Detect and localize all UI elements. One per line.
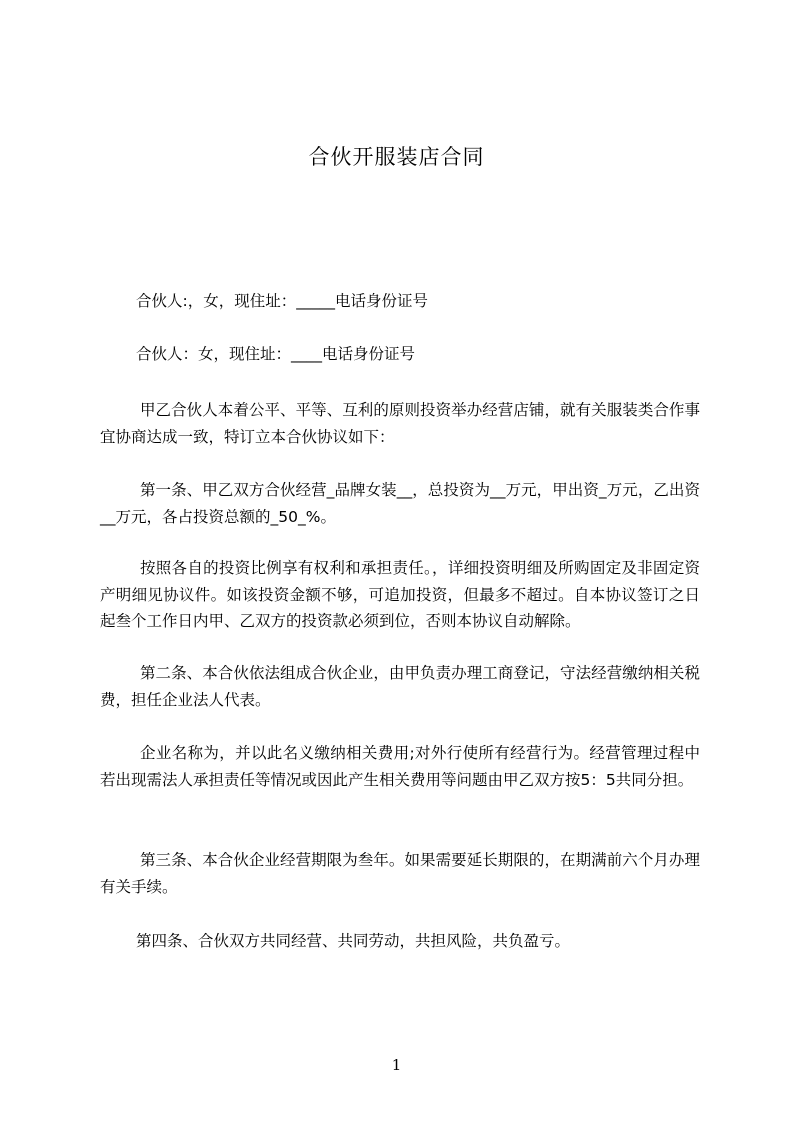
paragraph-article-3: 第三条、本合伙企业经营期限为叁年。如果需要延长期限的，在期满前六个月办理有关手续。 [100, 851, 700, 896]
paragraph-preamble: 甲乙合伙人本着公平、平等、互利的原则投资举办经营店铺，就有关服装类合作事宜协商达成一致，特订立本合伙协议如下： [100, 401, 700, 446]
paragraph-investment-terms: 按照各自的投资比例享有权利和承担责任。，详细投资明细及所购固定及非固定资产明细见协议件。如该投资金额不够，可追加投资，但最多不超过。自本协议签订之日起叁个工作日内甲、乙双方的投资款必须到位，否则本协议自动解除。 [100, 559, 700, 630]
paragraph-article-1: 第一条、甲乙双方合伙经营_品牌女装__，总投资为__万元，甲出资_万元，乙出资__万元，各占投资总额的_50_%。 [100, 481, 700, 526]
paragraph-partner-b: 合伙人：女，现住址：____电话身份证号 [136, 345, 416, 363]
paragraph-enterprise-name: 企业名称为，并以此名义缴纳相关费用;对外行使所有经营行为。经营管理过程中若出现需法人承担责任等情况或因此产生相关费用等问题由甲乙双方按5：5共同分担。 [100, 744, 700, 789]
paragraph-article-4: 第四条、合伙双方共同经营、共同劳动，共担风险，共负盈亏。 [136, 932, 571, 950]
page-number: 1 [391, 1056, 402, 1074]
document-title: 合伙开服装店合同 [308, 145, 485, 169]
paragraph-partner-a: 合伙人:，女，现住址：_____电话身份证号 [136, 292, 428, 310]
paragraph-article-2: 第二条、本合伙依法组成合伙企业，由甲负责办理工商登记，守法经营缴纳相关税费，担任企业法人代表。 [100, 664, 700, 709]
